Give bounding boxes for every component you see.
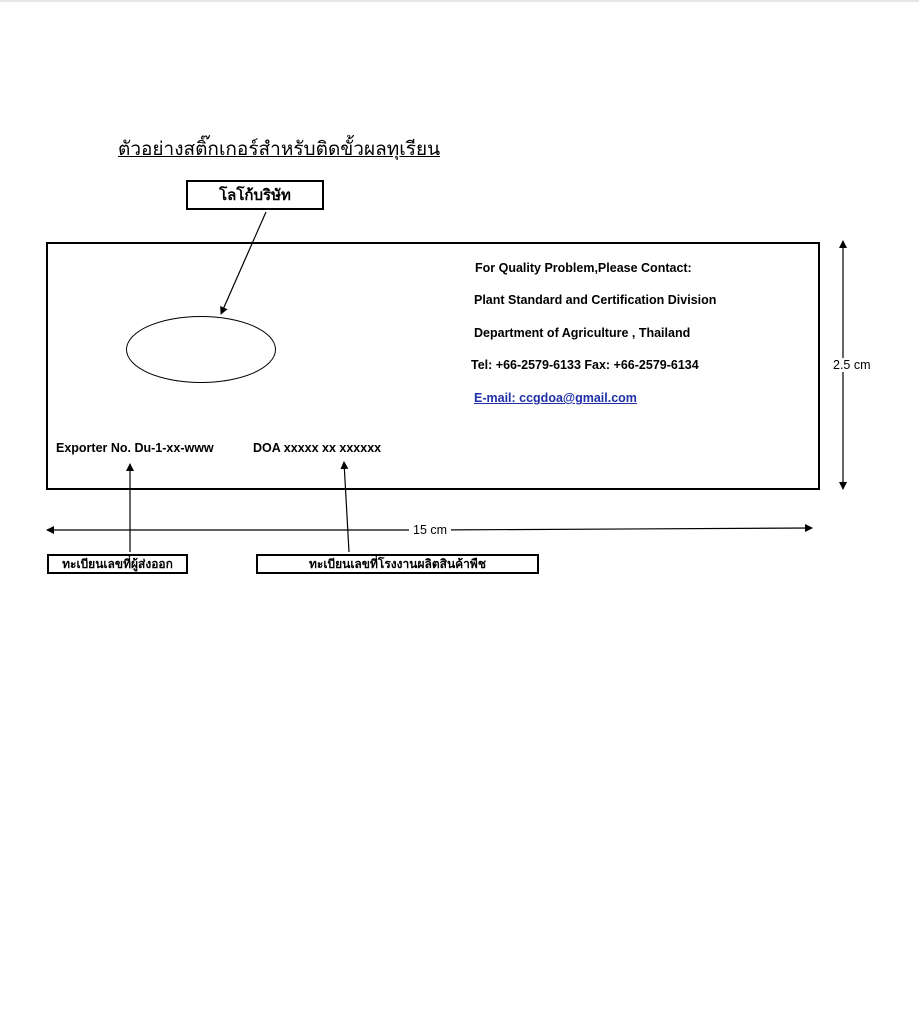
contact-email-link[interactable]: E-mail: ccgdoa@gmail.com: [474, 391, 637, 405]
doa-pointer-arrow: [344, 462, 349, 552]
contact-line-1: For Quality Problem,Please Contact:: [475, 261, 692, 275]
factory-registration-label: ทะเบียนเลขที่โรงงานผลิตสินค้าพืช: [309, 556, 486, 571]
width-dimension-label: 15 cm: [409, 523, 451, 537]
factory-registration-label-box: [256, 554, 539, 574]
contact-line-2: Plant Standard and Certification Division: [474, 293, 717, 307]
contact-line-4: Tel: +66-2579-6133 Fax: +66-2579-6134: [471, 358, 699, 372]
page-heading: ตัวอย่างสติ๊กเกอร์สำหรับติดขั้วผลทุเรียน: [118, 139, 441, 160]
exporter-number: Exporter No. Du-1-xx-www: [56, 441, 214, 455]
contact-line-3: Department of Agriculture , Thailand: [474, 326, 691, 340]
logo-pointer-arrow: [221, 212, 266, 314]
width-arrow-right: [430, 528, 812, 530]
exporter-registration-label-box: [47, 554, 188, 574]
logo-label-text: โลโก้บริษัท: [219, 188, 291, 204]
doa-number: DOA xxxxx xx xxxxxx: [253, 441, 382, 455]
height-dimension-label: 2.5 cm: [829, 358, 875, 372]
exporter-registration-label: ทะเบียนเลขที่ผู้ส่งออก: [62, 556, 173, 571]
